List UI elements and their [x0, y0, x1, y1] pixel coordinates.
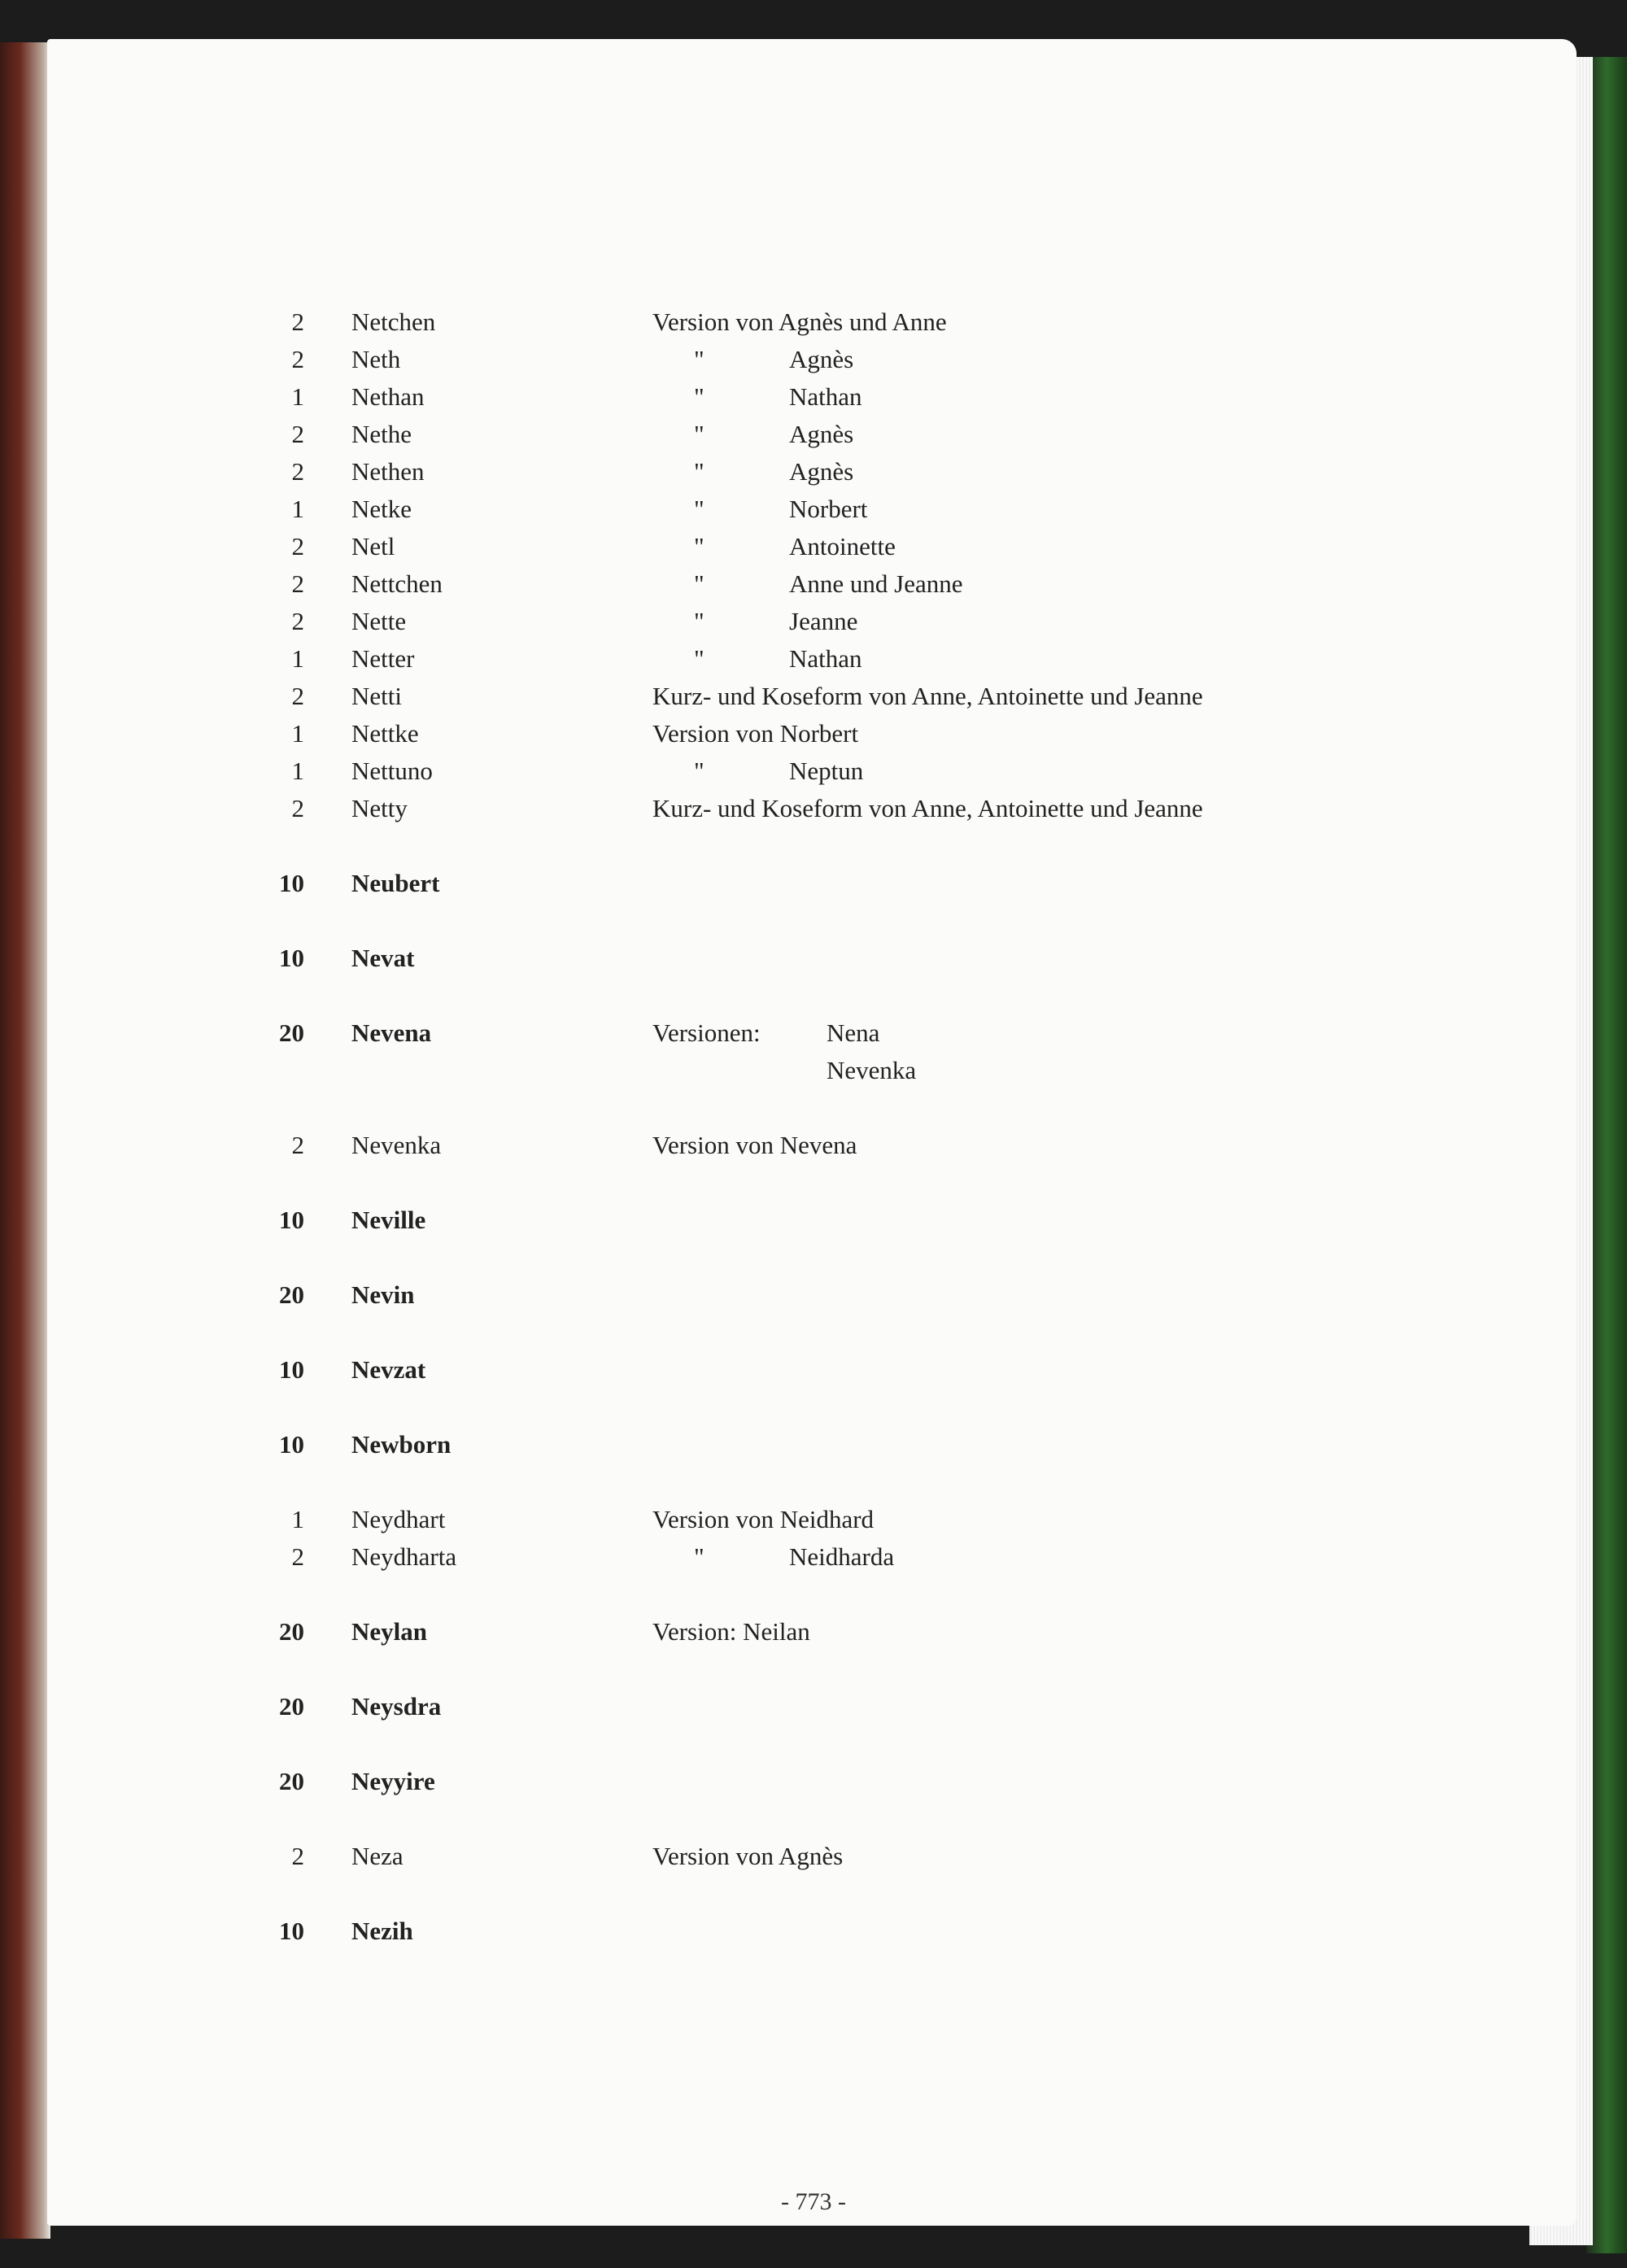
- entry-name: Nethe: [351, 420, 412, 448]
- list-entry: [0, 1542, 1627, 1580]
- entry-number: 10: [279, 869, 304, 897]
- ditto-mark: ": [694, 569, 704, 598]
- entry-name: Netti: [351, 682, 402, 710]
- list-entry: [0, 1018, 1627, 1084]
- ditto-mark: ": [694, 757, 704, 785]
- ditto-mark: ": [694, 495, 704, 523]
- ditto-mark: ": [694, 420, 704, 448]
- list-entry: [0, 1505, 1627, 1542]
- list-entry: [0, 944, 1627, 981]
- entry-number: 2: [291, 307, 304, 336]
- entry-name: Newborn: [351, 1430, 451, 1459]
- ditto-mark: ": [694, 382, 704, 411]
- entry-number: 20: [279, 1018, 304, 1047]
- entry-description: Version: Neilan: [652, 1617, 810, 1646]
- entry-name: Nettchen: [351, 569, 443, 598]
- list-entry: [0, 1131, 1627, 1168]
- list-entry: [0, 1206, 1627, 1243]
- ditto-mark: ": [694, 457, 704, 486]
- entry-reference: Nathan: [789, 644, 862, 673]
- entry-number: 20: [279, 1280, 304, 1309]
- entry-name: Netter: [351, 644, 415, 673]
- list-entry: [0, 869, 1627, 906]
- entry-name: Netl: [351, 532, 395, 560]
- entry-reference-2: Nevenka: [827, 1056, 917, 1084]
- ditto-mark: ": [694, 1542, 704, 1571]
- list-entry: [0, 345, 1627, 382]
- entry-name: Nevenka: [351, 1131, 442, 1159]
- list-entry: [0, 1917, 1627, 1954]
- entry-name: Nethen: [351, 457, 425, 486]
- entry-number: 2: [291, 1842, 304, 1870]
- list-entry: [0, 1430, 1627, 1468]
- entry-name: Nethan: [351, 382, 425, 411]
- entry-number: 1: [291, 382, 304, 411]
- entry-description: Version von Nevena: [652, 1131, 857, 1159]
- entry-reference: Nena: [827, 1018, 880, 1047]
- entry-name: Neza: [351, 1842, 403, 1870]
- entry-number: 2: [291, 532, 304, 560]
- entry-name: Nettke: [351, 719, 419, 748]
- entry-description: Version von Agnès: [652, 1842, 844, 1870]
- entry-reference: Agnès: [789, 457, 854, 486]
- list-entry: [0, 307, 1627, 345]
- list-entry: [0, 794, 1627, 831]
- entry-name: Nevin: [351, 1280, 415, 1309]
- list-entry: [0, 382, 1627, 420]
- entry-name: Neubert: [351, 869, 440, 897]
- entry-name: Neydhart: [351, 1505, 446, 1533]
- entry-number: 2: [291, 1131, 304, 1159]
- ditto-mark: ": [694, 644, 704, 673]
- list-entry: [0, 495, 1627, 532]
- entry-reference: Norbert: [789, 495, 868, 523]
- entry-number: 2: [291, 345, 304, 373]
- entry-name: Nette: [351, 607, 407, 635]
- page-number: - 773 -: [781, 2188, 846, 2215]
- entry-number: 1: [291, 495, 304, 523]
- entry-number: 1: [291, 757, 304, 785]
- entry-number: 10: [279, 1917, 304, 1945]
- list-entry: [0, 1617, 1627, 1655]
- entry-name: Neth: [351, 345, 401, 373]
- list-entry: [0, 757, 1627, 794]
- list-entry: [0, 1842, 1627, 1879]
- entry-reference: Antoinette: [789, 532, 896, 560]
- entry-name: Neville: [351, 1206, 426, 1234]
- ditto-mark: ": [694, 607, 704, 635]
- entry-number: 2: [291, 1542, 304, 1571]
- entry-name: Nevena: [351, 1018, 432, 1047]
- entry-description: Version von Norbert: [652, 719, 859, 748]
- entry-reference: Agnès: [789, 345, 854, 373]
- entry-name: Nevzat: [351, 1355, 426, 1384]
- list-entry: [0, 1692, 1627, 1729]
- entry-number: 2: [291, 607, 304, 635]
- entry-name: Nevat: [351, 944, 415, 972]
- entry-name: Nettuno: [351, 757, 433, 785]
- entry-number: 10: [279, 1355, 304, 1384]
- entry-number: 2: [291, 794, 304, 822]
- entry-number: 10: [279, 1206, 304, 1234]
- entry-name: Netke: [351, 495, 412, 523]
- entry-number: 10: [279, 944, 304, 972]
- list-entry: [0, 1767, 1627, 1804]
- entry-description: Version von Neidhard: [652, 1505, 875, 1533]
- entry-number: 1: [291, 719, 304, 748]
- list-entry: [0, 644, 1627, 682]
- entry-name: Netchen: [351, 307, 436, 336]
- entry-name: Neysdra: [351, 1692, 442, 1721]
- entry-name: Neyyire: [351, 1767, 435, 1795]
- list-entry: [0, 1355, 1627, 1393]
- entry-number: 20: [279, 1617, 304, 1646]
- ditto-mark: ": [694, 345, 704, 373]
- list-entry: [0, 1280, 1627, 1318]
- ditto-mark: ": [694, 532, 704, 560]
- entry-number: 20: [279, 1692, 304, 1721]
- entry-number: 1: [291, 1505, 304, 1533]
- entry-name: Neydharta: [351, 1542, 457, 1571]
- entry-description: Kurz- und Koseform von Anne, Antoinette und Jeanne: [652, 794, 1203, 822]
- entry-reference: Jeanne: [789, 607, 858, 635]
- list-entry: [0, 719, 1627, 757]
- entry-number: 20: [279, 1767, 304, 1795]
- entry-number: 2: [291, 682, 304, 710]
- entry-description: Kurz- und Koseform von Anne, Antoinette und Jeanne: [652, 682, 1203, 710]
- entry-number: 2: [291, 457, 304, 486]
- list-entry: [0, 420, 1627, 457]
- list-entry: [0, 457, 1627, 495]
- entry-name: Neylan: [351, 1617, 427, 1646]
- entry-number: 1: [291, 644, 304, 673]
- list-entry: [0, 607, 1627, 644]
- entry-reference: Agnès: [789, 420, 854, 448]
- entry-number: 2: [291, 420, 304, 448]
- entry-description: Version von Agnès und Anne: [652, 307, 947, 336]
- list-entry: [0, 682, 1627, 719]
- entry-name: Netty: [351, 794, 408, 822]
- list-entry: [0, 532, 1627, 569]
- entry-number: 10: [279, 1430, 304, 1459]
- entry-reference: Neidharda: [789, 1542, 895, 1571]
- entry-reference: Nathan: [789, 382, 862, 411]
- list-entry: [0, 569, 1627, 607]
- entry-reference: Neptun: [789, 757, 864, 785]
- entry-description: Versionen:: [652, 1018, 761, 1047]
- entry-reference: Anne und Jeanne: [789, 569, 963, 598]
- entry-name: Nezih: [351, 1917, 413, 1945]
- entry-number: 2: [291, 569, 304, 598]
